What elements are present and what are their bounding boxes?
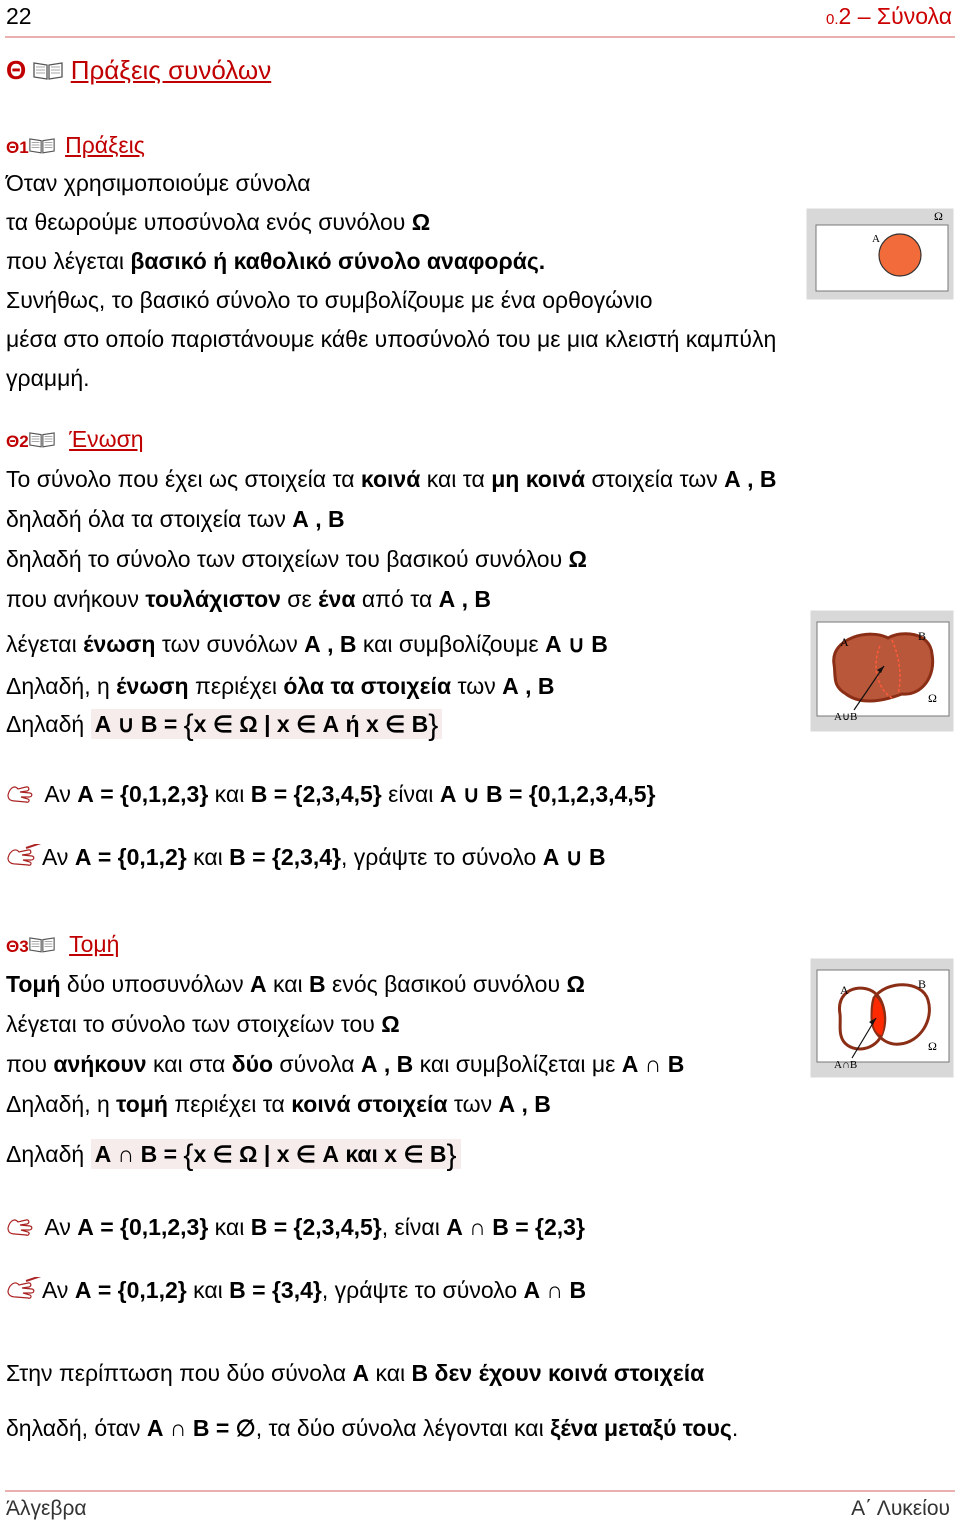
set-a-label: Α [872, 233, 880, 245]
text-line: γραμμή. [6, 365, 90, 391]
page-number: 22 [6, 3, 32, 29]
set-b-label: Β [918, 629, 927, 643]
pencil-hand-icon [6, 1277, 42, 1301]
hand-icon [6, 783, 34, 805]
set-b-label: Β [918, 977, 927, 991]
operation-label: Α∪Β [834, 711, 858, 723]
operation-label: Α∩Β [834, 1059, 858, 1071]
omega-label: Ω [928, 691, 937, 705]
venn-universe-figure [806, 208, 954, 300]
section-title: Θ Πράξεις συνόλων [6, 55, 272, 85]
text-line: μέσα στο οποίο παριστάνουμε κάθε υποσύνολό του με μια κλειστή καμπύλη [6, 326, 777, 352]
text-line: Δηλαδή, η τομή περιέχει τα κοινά στοιχεία των Α , Β [6, 1091, 551, 1117]
text-line: που ανήκουν τουλάχιστον σε ένα από τα Α , Β [6, 586, 492, 612]
text-line: τα θεωρούμε υποσύνολα ενός συνόλου Ω [6, 209, 431, 235]
text-line: που λέγεται βασικό ή καθολικό σύνολο αναφοράς. [6, 248, 546, 274]
exercise-intersection: Αν Α = {0,1,2} και Β = {3,4}, γράψτε το σύνολο Α ∩ Β [6, 1276, 586, 1304]
omega-label: Ω [934, 209, 943, 223]
chapter-label: 0.2 – Σύνολα [826, 3, 952, 29]
exercise-union: Αν Α = {0,1,2} και Β = {2,3,4}, γράψτε το σύνολο Α ∪ Β [6, 843, 606, 871]
text-line: Στην περίπτωση που δύο σύνολα Α και Β δεν έχουν κοινά στοιχεία [6, 1360, 705, 1386]
text-line: λέγεται ένωση των συνόλων Α , Β και συμβολίζουμε Α ∪ Β [6, 631, 608, 657]
intersection-definition: Δηλαδή Α ∩ Β = {x ∈ Ω | x ∈ Α και x ∈ Β} [6, 1140, 461, 1170]
hand-icon [6, 1216, 34, 1238]
book-icon [29, 430, 55, 448]
text-line: δηλαδή, όταν Α ∩ Β = ∅, τα δύο σύνολα λέγονται και ξένα μεταξύ τους. [6, 1415, 739, 1441]
book-icon [29, 935, 55, 953]
omega-label: Ω [928, 1039, 937, 1053]
text-line: Τομή δύο υποσυνόλων Α και Β ενός βασικού συνόλου Ω [6, 971, 585, 997]
text-line: δηλαδή το σύνολο των στοιχείων του βασικού συνόλου Ω [6, 546, 587, 572]
set-a-label: Α [840, 983, 849, 997]
footer-left: Άλγεβρα [6, 1497, 87, 1520]
set-a-label: Α [840, 635, 849, 649]
union-definition: Δηλαδή Α ∪ Β = {x ∈ Ω | x ∈ Α ή x ∈ Β} [6, 710, 442, 740]
heading-tomi: Θ3 Τομή [6, 931, 120, 957]
text-line: που ανήκουν και στα δύο σύνολα Α , Β και συμβολίζεται με Α ∩ Β [6, 1051, 685, 1077]
text-line: Δηλαδή, η ένωση περιέχει όλα τα στοιχεία των Α , Β [6, 673, 555, 699]
text-line: λέγεται το σύνολο των στοιχείων του Ω [6, 1011, 400, 1037]
text-line: δηλαδή όλα τα στοιχεία των Α , Β [6, 506, 345, 532]
text-line: Όταν χρησιμοποιούμε σύνολα [6, 170, 311, 196]
heading-enosi: Θ2 Ένωση [6, 426, 144, 452]
example-intersection: Αν Α = {0,1,2,3} και Β = {2,3,4,5}, είναι Α ∩ Β = {2,3} [6, 1213, 585, 1241]
book-icon [33, 60, 63, 80]
example-union: Αν Α = {0,1,2,3} και Β = {2,3,4,5} είναι Α ∪ Β = {0,1,2,3,4,5} [6, 780, 655, 808]
header-rule [5, 36, 955, 38]
footer-rule [5, 1490, 955, 1492]
book-icon [29, 136, 55, 154]
heading-praxeis: Θ1 Πράξεις [6, 132, 145, 158]
text-line: Το σύνολο που έχει ως στοιχεία τα κοινά και τα μη κοινά στοιχεία των Α , Β [6, 466, 777, 492]
footer-right: Α΄ Λυκείου [851, 1497, 950, 1520]
set-a-circle [879, 234, 921, 276]
venn-intersection-figure [810, 958, 954, 1078]
text-line: Συνήθως, το βασικό σύνολο το συμβολίζουμε με ένα ορθογώνιο [6, 287, 653, 313]
venn-union-figure [810, 610, 954, 732]
pencil-hand-icon [6, 844, 42, 868]
